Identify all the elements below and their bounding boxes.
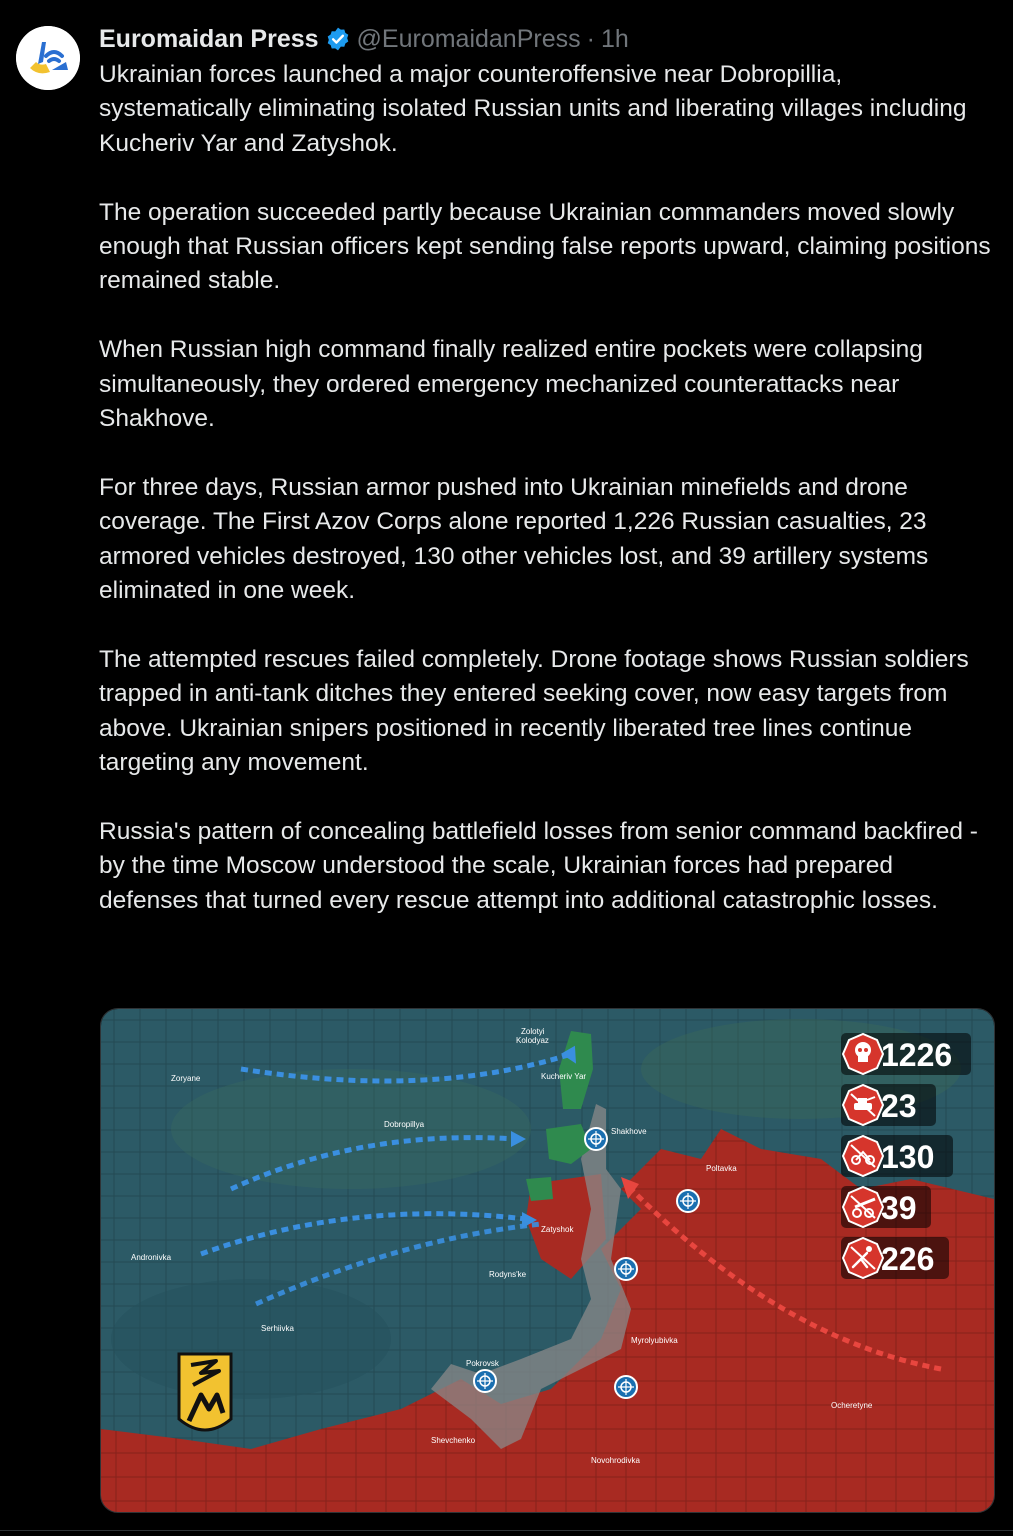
map-image[interactable] (100, 1008, 995, 1513)
author-name[interactable]: Euromaidan Press (99, 24, 319, 53)
unit-marker-icon[interactable] (585, 1128, 607, 1150)
map-graphic (101, 1009, 994, 1512)
place-label: Poltavka (706, 1164, 737, 1173)
place-label: Shevchenko (431, 1436, 476, 1445)
stat-row (841, 1186, 931, 1228)
place-label: Zatyshok (541, 1225, 574, 1234)
stat-row (841, 1084, 936, 1126)
header-separator: · (586, 24, 595, 53)
stat-row (841, 1135, 953, 1177)
tweet-paragraph: For three days, Russian armor pushed into Ukrainian minefields and drone coverage. The First Azov Corps alone reported 1,226 Russian casualties, 23 armored vehicles destroyed, 130 other vehicles lost, and 39 artillery systems eliminated in one week. (99, 473, 929, 605)
post-timestamp[interactable]: 1h (600, 24, 629, 53)
place-label: Myrolyubivka (631, 1336, 678, 1345)
stat-value: 23 (881, 1088, 917, 1124)
verified-badge-icon (325, 26, 351, 52)
azov-corps-emblem-icon (179, 1354, 231, 1430)
place-label: Kolodyaz (516, 1036, 549, 1045)
stat-row (841, 1033, 971, 1075)
place-label: Ocheretyne (831, 1401, 873, 1410)
place-label: Zolotyi (521, 1027, 545, 1036)
place-label: Rodyns'ke (489, 1270, 527, 1279)
unit-marker-icon[interactable] (615, 1376, 637, 1398)
stat-value: 130 (881, 1139, 935, 1175)
stat-value: 1226 (881, 1037, 953, 1073)
tweet-paragraph: Russia's pattern of concealing battlefield losses from senior command backfired - by the time Moscow understood the scale, Ukrainian forces had prepared defenses that turned every rescue attempt into additional catastrophic losses. (99, 817, 978, 914)
place-label: Novohrodivka (591, 1456, 640, 1465)
unit-marker-icon[interactable] (677, 1190, 699, 1212)
unit-marker-icon[interactable] (615, 1258, 637, 1280)
tweet-text (99, 58, 999, 952)
unit-marker-icon[interactable] (474, 1370, 496, 1392)
place-label: Zoryane (171, 1074, 201, 1083)
author-handle[interactable]: @EuromaidanPress (356, 24, 581, 53)
stat-value: 226 (881, 1241, 935, 1277)
tweet-paragraph: The attempted rescues failed completely. Drone footage shows Russian soldiers trapped in anti-tank ditches they entered seeking cover, now easy targets from above. Ukrainian snipers positioned in recently liberated tree lines continue targeting any movement. (99, 645, 969, 777)
place-label: Pokrovsk (466, 1359, 499, 1368)
place-label: Andronivka (131, 1253, 172, 1262)
place-label: Shakhove (611, 1127, 647, 1136)
tweet-paragraph: The operation succeeded partly because Ukrainian commanders moved slowly enough that Russian officers kept sending false reports upward, claiming positions remained stable. (99, 198, 991, 295)
author-avatar[interactable] (16, 26, 80, 90)
tweet-header (99, 22, 629, 56)
divider (0, 1530, 1013, 1531)
tweet-paragraph: When Russian high command finally realized entire pockets were collapsing simultaneously, they ordered emergency mechanized counterattacks near Shakhove. (99, 336, 923, 433)
place-label: Dobropillya (384, 1120, 425, 1129)
stat-row (841, 1237, 949, 1279)
place-label: Serhiivka (261, 1324, 294, 1333)
stat-value: 39 (881, 1190, 917, 1226)
tweet-paragraph: Ukrainian forces launched a major counteroffensive near Dobropillia, systematically eliminating isolated Russian units and liberating villages including Kucheriv Yar and Zatyshok. (99, 61, 967, 157)
euromaidan-logo-icon (16, 26, 80, 90)
place-label: Kucheriv Yar (541, 1072, 587, 1081)
